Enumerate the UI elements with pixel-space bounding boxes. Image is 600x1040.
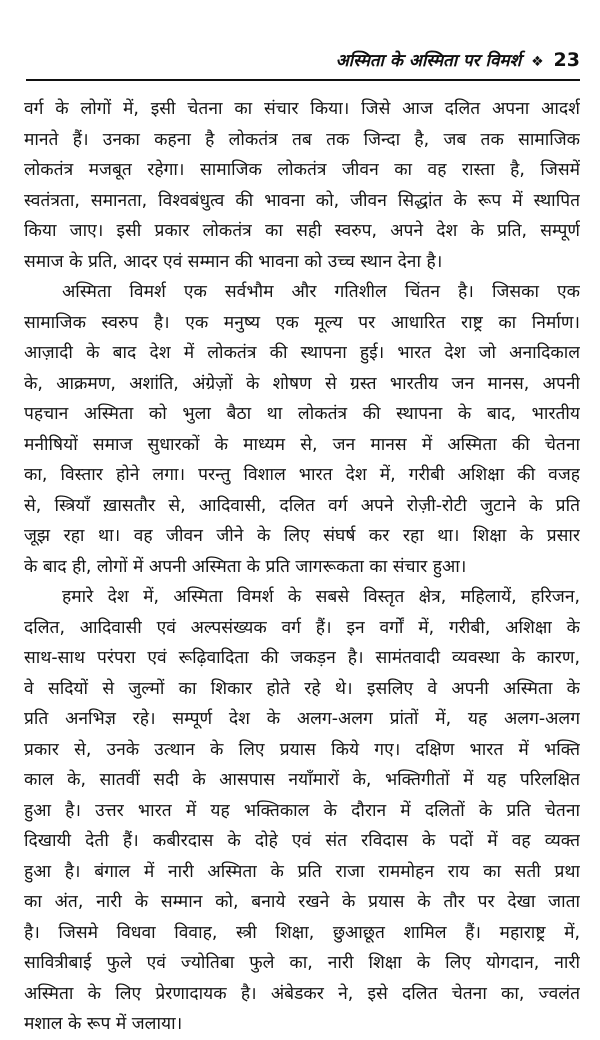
text-line: से, स्त्रियाँ ख़ासतौर से, आदिवासी, दलित वर्ग अपने रोज़ी-रोटी जुटाने के प्रति	[24, 495, 580, 516]
text-line: आज़ादी के बाद देश में लोकतंत्र की स्थापना हुई। भारत देश जो अनादिकाल	[24, 343, 580, 363]
text-line: हुआ है। उत्तर भारत में यह भक्तिकाल के दौरान में दलितों के प्रति चेतना	[24, 800, 580, 821]
text-line: प्रति अनभिज्ञ रहे। सम्पूर्ण देश के अलग-अलग प्रांतों में, यह अलग-अलग	[24, 709, 580, 729]
text-line: हमारे देश में, अस्मिता विमर्श के सबसे विस्तृत क्षेत्र, महिलायें, हरिजन,	[62, 587, 580, 607]
text-line: मनीषियों समाज सुधारकों के माध्यम से, जन मानस में अस्मिता की चेतना	[24, 434, 580, 455]
text-line: अस्मिता के लिए प्रेरणादायक है। अंबेडकर ने, इसे दलित चेतना का, ज्वलंत	[24, 983, 580, 1004]
text-line: सावित्रीबाई फुले एवं ज्योतिबा फुले का, नारी शिक्षा के लिए योगदान, नारी	[24, 953, 580, 973]
text-line: वर्ग के लोगों में, इसी चेतना का संचार किया। जिसे आज दलित अपना आदर्श	[24, 99, 580, 119]
header-rule	[26, 79, 580, 81]
text-line: लोकतंत्र मजबूत रहेगा। सामाजिक लोकतंत्र जीवन का वह रास्ता है, जिसमें	[24, 160, 580, 180]
text-line: किया जाए। इसी प्रकार लोकतंत्र का सही स्वरुप, अपने देश के प्रति, सम्पूर्ण	[24, 221, 580, 241]
text-line: दिखायी देती हैं। कबीरदास के दोहे एवं संत रविदास के पदों में वह व्यक्त	[24, 831, 580, 851]
text-line: हुआ है। बंगाल में नारी अस्मिता के प्रति राजा राममोहन राय का सती प्रथा	[24, 861, 580, 882]
body-text	[24, 94, 580, 1040]
text-line: सामाजिक स्वरुप है। एक मनुष्य एक मूल्य पर आधारित राष्ट्र का निर्माण।	[24, 312, 580, 333]
text-line: स्वतंत्रता, समानता, विश्वबंधुत्व की भावना को, जीवन सिद्धांत के रूप में स्थापित	[24, 190, 580, 211]
text-line: काल के, सातवीं सदी के आसपास नयाँमारों के, भक्तिगीतों में यह परिलक्षित	[24, 770, 580, 790]
paragraph-3	[24, 582, 580, 1040]
text-line: वे सदियों से जुल्मों का शिकार होते रहे थे। इसलिए वे अपनी अस्मिता के	[24, 678, 580, 699]
text-line: के, आक्रमण, अशांति, अंग्रेज़ों के शोषण से ग्रस्त भारतीय जन मानस, अपनी	[24, 373, 580, 394]
running-header	[300, 48, 580, 71]
text-line: मानते हैं। उनका कहना है लोकतंत्र तब तक जिन्दा है, जब तक सामाजिक	[24, 129, 580, 150]
text-line: के बाद ही, लोगों में अपनी अस्मिता के प्रति जागरूकता का संचार हुआ।	[24, 556, 467, 577]
text-line: जूझ रहा था। वह जीवन जीने के लिए संघर्ष कर रहा था। शिक्षा के प्रसार	[24, 526, 580, 546]
page-number: 23	[553, 49, 580, 71]
running-title: अस्मिता के अस्मिता पर विमर्श	[335, 51, 522, 71]
text-line: है। जिसमे विधवा विवाह, स्त्री शिक्षा, छुआछूत शामिल हैं। महाराष्ट्र में,	[24, 922, 580, 943]
text-line: दलित, आदिवासी एवं अल्पसंख्यक वर्ग हैं। इन वर्गों में, गरीबी, अशिक्षा के	[24, 617, 580, 638]
paragraph-1	[24, 94, 580, 277]
text-line: समाज के प्रति, आदर एवं सम्मान की भावना को उच्च स्थान देना है।	[24, 251, 443, 272]
text-line: प्रकार से, उनके उत्थान के लिए प्रयास किये गए। दक्षिण भारत में भक्ति	[24, 739, 580, 760]
diamond-ornament-icon: ❖	[531, 54, 544, 70]
text-line: साथ-साथ परंपरा एवं रूढ़िवादिता की जकड़न है। सामंतवादी व्यवस्था के कारण,	[24, 648, 580, 668]
text-line: का, विस्तार होने लगा। परन्तु विशाल भारत देश में, गरीबी अशिक्षा की वजह	[24, 465, 580, 485]
text-line: अस्मिता विमर्श एक सर्वभौम और गतिशील चिंतन है। जिसका एक	[62, 282, 580, 302]
text-line: मशाल के रूप में जलाया।	[24, 1014, 183, 1034]
paragraph-2	[24, 277, 580, 582]
text-line: पहचान अस्मिता को भुला बैठा था लोकतंत्र की स्थापना के बाद, भारतीय	[24, 404, 580, 424]
text-line: का अंत, नारी के सम्मान को, बनाये रखने के प्रयास के तौर पर देखा जाता	[24, 892, 580, 912]
